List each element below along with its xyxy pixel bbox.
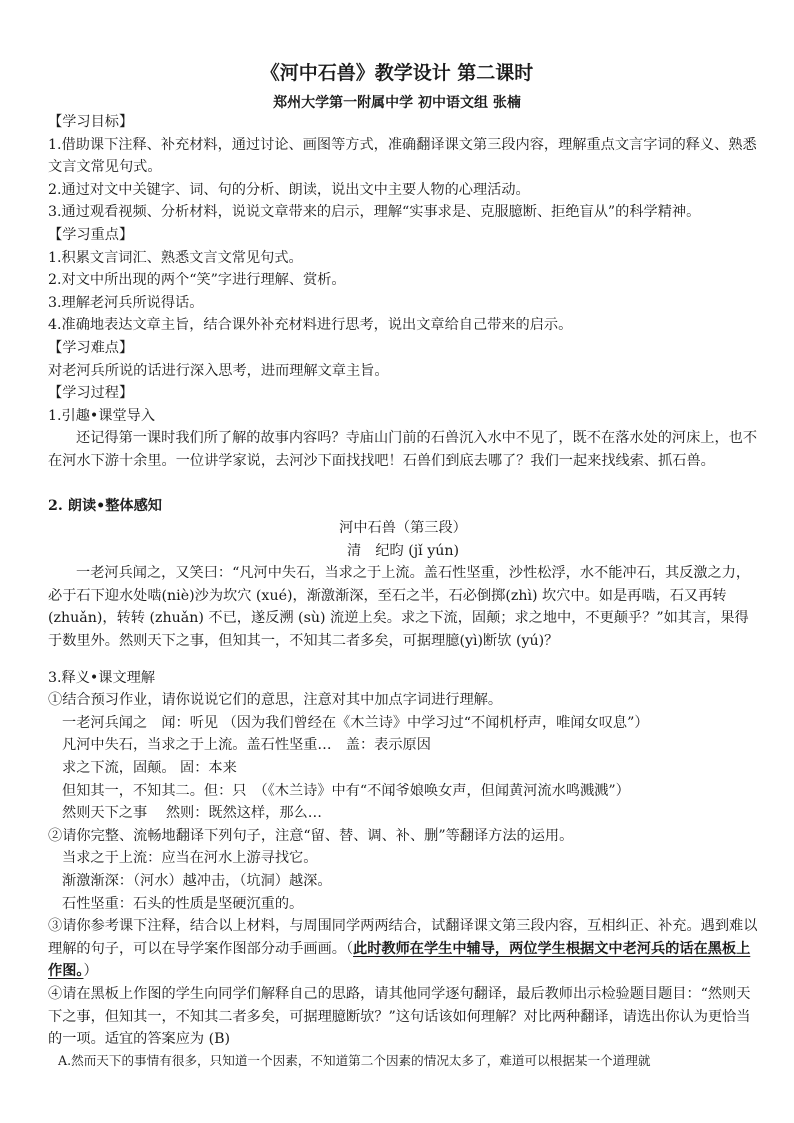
keypoints-heading: 【学习重点】 xyxy=(48,226,134,243)
q1-line: 一老河兵闻之 闻：听见 （因为我们曾经在《木兰诗》中学习过“不闻机杼声，唯闻女叹息”） xyxy=(62,714,649,731)
q2-line: 当求之于上流：应当在河水上游寻找它。 xyxy=(62,850,318,867)
spacer xyxy=(48,653,758,667)
q2-line: 渐激渐深：（河水）越冲击，（坑洞）越深。 xyxy=(62,873,332,889)
q1-line: 求之下流，固颠。 固：本来 xyxy=(62,760,237,777)
q1-line: 凡河中失石，当求之于上流。盖石性坚重… 盖：表示原因 xyxy=(62,737,431,754)
circled-number-4: ④ xyxy=(48,985,63,1002)
keypoint-item-1: 1.积累文言词汇、熟悉文言文常见句式。 xyxy=(48,249,303,266)
passage-title: 河中石兽（第三段） xyxy=(339,520,467,537)
q1-line: 但知其一，不知其二。但：只 （《木兰诗》中有“不闻爷娘唤女声，但闻黄河流水鸣溅溅”） xyxy=(62,782,630,799)
keypoint-item-2: 2.对文中所出现的两个“笑”字进行理解、赏析。 xyxy=(48,272,346,289)
teacher-note: 此时教师在学生中辅导，两位学生根据文中老河兵的话在黑板上作图。 xyxy=(48,940,751,980)
question-3-close: ） xyxy=(83,963,98,980)
question-3-text: 请你参考课下注释，结合以上材料，与周围同学两两结合，试翻译课文第三段内容，互相纠正、补充。遇到难以理解的句子，可以在导学案作图部分动手画画。（ xyxy=(48,918,758,957)
step1-title: 1.引趣•课堂导入 xyxy=(48,407,156,424)
question-4-text: 请在黑板上作图的学生向同学们解释自己的思路，请其他同学逐句翻译，最后教师出示检验题目题目：“然则天下之事，但知其一，不知其二者多矣，可据理臆断欤？”这句话该如何理解？对比两种翻译，请选出你认为更恰当的一项。适宜的答案应为 (B) xyxy=(48,985,751,1048)
question-1-text: 结合预习作业，请你说说它们的意思，注意对其中加点字词进行理解。 xyxy=(62,692,503,709)
process-heading: 【学习过程】 xyxy=(48,385,134,402)
difficulty-heading: 【学习难点】 xyxy=(48,339,134,356)
step3-title: 3.释义•课文理解 xyxy=(48,669,156,686)
passage-text: 一老河兵闻之，又笑曰：“凡河中失石，当求之于上流。盖石性坚重，沙性松浮，水不能冲石，其反激之力，必于石下迎水处啮(niè)沙为坎穴 (xué)，渐激渐深，至石之半，石必倒掷(zhì) 坎穴中。如是再啮，石又再转(zhuǎn)，转转 (zhuǎn) 不已，遂反溯 (sù) 流逆上矣。求之下流，固颠；求之地中，不更颠乎？”如其言，果得于数里外。然则天下之事，但知其一，不知其二者多矣，可据理臆(yì)断欤 (yú)？ xyxy=(48,565,751,650)
document-body xyxy=(48,111,758,1071)
goal-item-2: 2.通过对文中关键字、词、句的分析、朗读，说出文中主要人物的心理活动。 xyxy=(48,181,530,198)
question-2-text: 请你完整、流畅地翻译下列句子，注意“留、替、调、补、删”等翻译方法的运用。 xyxy=(62,827,574,844)
q1-line: 然则天下之事 然则：既然这样，那么… xyxy=(62,805,322,822)
question-1 xyxy=(48,689,758,712)
keypoint-item-4: 4.准确地表达文章主旨，结合课外补充材料进行思考，说出文章给自己带来的启示。 xyxy=(48,317,573,334)
step1-text: 还记得第一课时我们所了解的故事内容吗？寺庙山门前的石兽沉入水中不见了，既不在落水处的河床上，也不在河水下游十余里。一位讲学家说，去河沙下面找找吧！石兽们到底去哪了？我们一起来找线索、抓石兽。 xyxy=(48,430,758,469)
circled-number-2: ② xyxy=(48,827,63,844)
passage-author: 清 纪昀 (jǐ yún) xyxy=(346,542,460,559)
question-4 xyxy=(48,983,758,1051)
page-title: 《河中石兽》教学设计 第二课时 xyxy=(260,62,534,84)
circled-number-3: ③ xyxy=(48,918,63,935)
goal-item-3: 3.通过观看视频、分析材料，说说文章带来的启示，理解“实事求是、克服臆断、拒绝盲从”的科学精神。 xyxy=(48,204,701,221)
goal-item-1: 1.借助课下注释、补充材料，通过讨论、画图等方式，准确翻译课文第三段内容，理解重点文言字词的释义、熟悉文言文常见句式。 xyxy=(48,136,757,176)
difficulty-text: 对老河兵所说的话进行深入思考，进而理解文章主旨。 xyxy=(48,362,389,379)
circled-number-1: ① xyxy=(48,692,63,709)
question-2 xyxy=(48,825,758,848)
author-line: 郑州大学第一附属中学 初中语文组 张楠 xyxy=(273,95,521,111)
spacer xyxy=(48,473,758,495)
option-a: A.然而天下的事情有很多，只知道一个因素，不知道第二个因素的情况太多了，难道可以根据某一个道理就 xyxy=(58,1052,651,1068)
step2-title: 2. 朗读•整体感知 xyxy=(48,497,162,514)
goals-heading: 【学习目标】 xyxy=(48,114,134,130)
question-3 xyxy=(48,915,758,983)
keypoint-item-3: 3.理解老河兵所说得话。 xyxy=(48,294,204,311)
q2-line: 石性坚重：石头的性质是坚硬沉重的。 xyxy=(62,895,304,912)
